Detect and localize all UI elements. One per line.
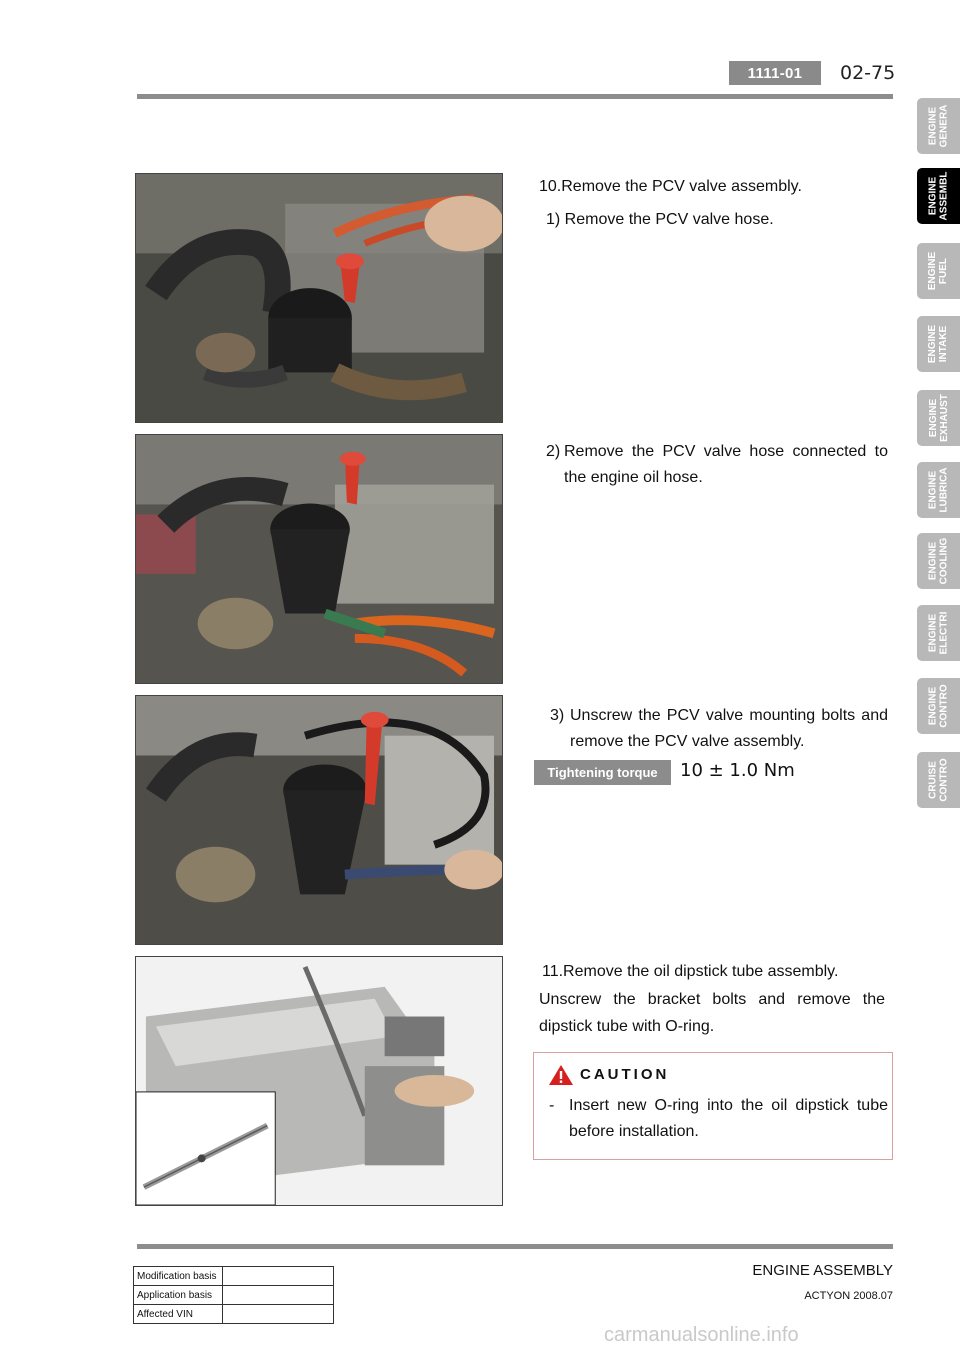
section-tab-line2: EXHAUST bbox=[938, 394, 950, 442]
section-tab-line2: ASSEMBL bbox=[938, 171, 950, 221]
step-11-heading: 11.Remove the oil dipstick tube assembly. bbox=[542, 963, 839, 980]
tightening-torque-badge: Tightening torque bbox=[534, 760, 671, 785]
section-tab-line2: LUBRICA bbox=[938, 467, 950, 513]
section-tab-intake[interactable] bbox=[917, 316, 960, 372]
section-tab-line1: ENGINE bbox=[927, 541, 939, 581]
caution-title: CAUTION bbox=[580, 1066, 670, 1083]
section-tab-label bbox=[927, 105, 949, 148]
section-tab-label bbox=[928, 325, 950, 363]
page-number: 02-75 bbox=[840, 62, 896, 84]
caution-dash: - bbox=[549, 1097, 555, 1114]
section-code-badge: 1111-01 bbox=[729, 61, 821, 85]
step-10-1: 1) Remove the PCV valve hose. bbox=[546, 211, 774, 228]
photo-pcv-hose-to-oil-hose bbox=[135, 434, 503, 684]
section-tab-line2: CONTRO bbox=[938, 758, 950, 802]
section-tab-genera[interactable] bbox=[917, 98, 960, 154]
section-tab-label bbox=[928, 172, 950, 221]
section-tab-label bbox=[928, 612, 950, 655]
section-tab-line1: ENGINE bbox=[927, 470, 939, 510]
table-value bbox=[223, 1286, 334, 1305]
photo-oil-dipstick-tube bbox=[135, 956, 503, 1206]
section-tab-label bbox=[928, 394, 950, 442]
section-tab-line1: ENGINE bbox=[927, 176, 939, 216]
section-tab-line1: ENGINE bbox=[927, 613, 939, 653]
table-row bbox=[134, 1286, 334, 1305]
step-10-heading: 10.Remove the PCV valve assembly. bbox=[539, 178, 802, 195]
tightening-torque-value: 10 ± 1.0 Nm bbox=[680, 760, 795, 781]
section-tab-assembl[interactable] bbox=[917, 168, 960, 224]
section-tab-contro[interactable] bbox=[917, 678, 960, 734]
section-tab-label bbox=[928, 538, 950, 585]
step-10-3-number: 3) bbox=[550, 707, 565, 724]
section-tab-line1: ENGINE bbox=[927, 324, 939, 364]
step-10-2-number: 2) bbox=[546, 443, 561, 460]
section-tab-line2: FUEL bbox=[938, 257, 950, 285]
watermark: carmanualsonline.info bbox=[604, 1324, 799, 1346]
photo-pcv-valve-hose bbox=[135, 173, 503, 423]
section-tab-line2: COOLING bbox=[938, 537, 950, 585]
table-label: Application basis bbox=[134, 1286, 223, 1305]
section-tab-line1: ENGINE bbox=[927, 251, 939, 291]
section-tab-line2: CONTRO bbox=[938, 684, 950, 728]
table-value bbox=[223, 1305, 334, 1324]
step-10-2: Remove the PCV valve hose connected to the engine oil hose. bbox=[564, 443, 888, 486]
footer-section-title: ENGINE ASSEMBLY bbox=[752, 1262, 893, 1279]
photo-pcv-mounting-bolts bbox=[135, 695, 503, 945]
section-tab-line2: INTAKE bbox=[938, 325, 950, 363]
section-tab-contro[interactable] bbox=[917, 752, 960, 808]
section-tab-label bbox=[928, 252, 950, 290]
section-tab-cooling[interactable] bbox=[917, 533, 960, 589]
section-tab-line2: GENERA bbox=[938, 104, 950, 148]
section-tab-line1: ENGINE bbox=[927, 686, 939, 726]
modification-table bbox=[133, 1266, 334, 1324]
footer-model-date: ACTYON 2008.07 bbox=[804, 1290, 893, 1302]
section-tab-exhaust[interactable] bbox=[917, 390, 960, 446]
section-tab-electri[interactable] bbox=[917, 605, 960, 661]
table-row bbox=[134, 1267, 334, 1286]
table-label: Affected VIN bbox=[134, 1305, 223, 1324]
step-11-description: Unscrew the bracket bolts and remove the dipstick tube with O-ring. bbox=[539, 991, 885, 1035]
table-row bbox=[134, 1305, 334, 1324]
section-tab-lubrica[interactable] bbox=[917, 462, 960, 518]
section-tab-line1: ENGINE bbox=[927, 398, 939, 438]
table-value bbox=[223, 1267, 334, 1286]
section-tab-fuel[interactable] bbox=[917, 243, 960, 299]
caution-text: Insert new O-ring into the oil dipstick tube before installation. bbox=[569, 1097, 888, 1140]
section-tab-label bbox=[928, 758, 950, 801]
step-10-3: Unscrew the PCV valve mounting bolts and remove the PCV valve assembly. bbox=[570, 707, 888, 750]
table-label: Modification basis bbox=[134, 1267, 223, 1286]
section-tab-line2: ELECTRI bbox=[938, 611, 950, 655]
section-tab-label bbox=[928, 468, 950, 513]
section-tab-line1: CRUISE bbox=[927, 761, 939, 799]
header-divider bbox=[137, 94, 893, 99]
section-tab-line1: ENGINE bbox=[927, 106, 939, 146]
warning-triangle-icon bbox=[548, 1064, 574, 1086]
footer-divider bbox=[137, 1244, 893, 1249]
section-tab-label bbox=[928, 684, 950, 727]
